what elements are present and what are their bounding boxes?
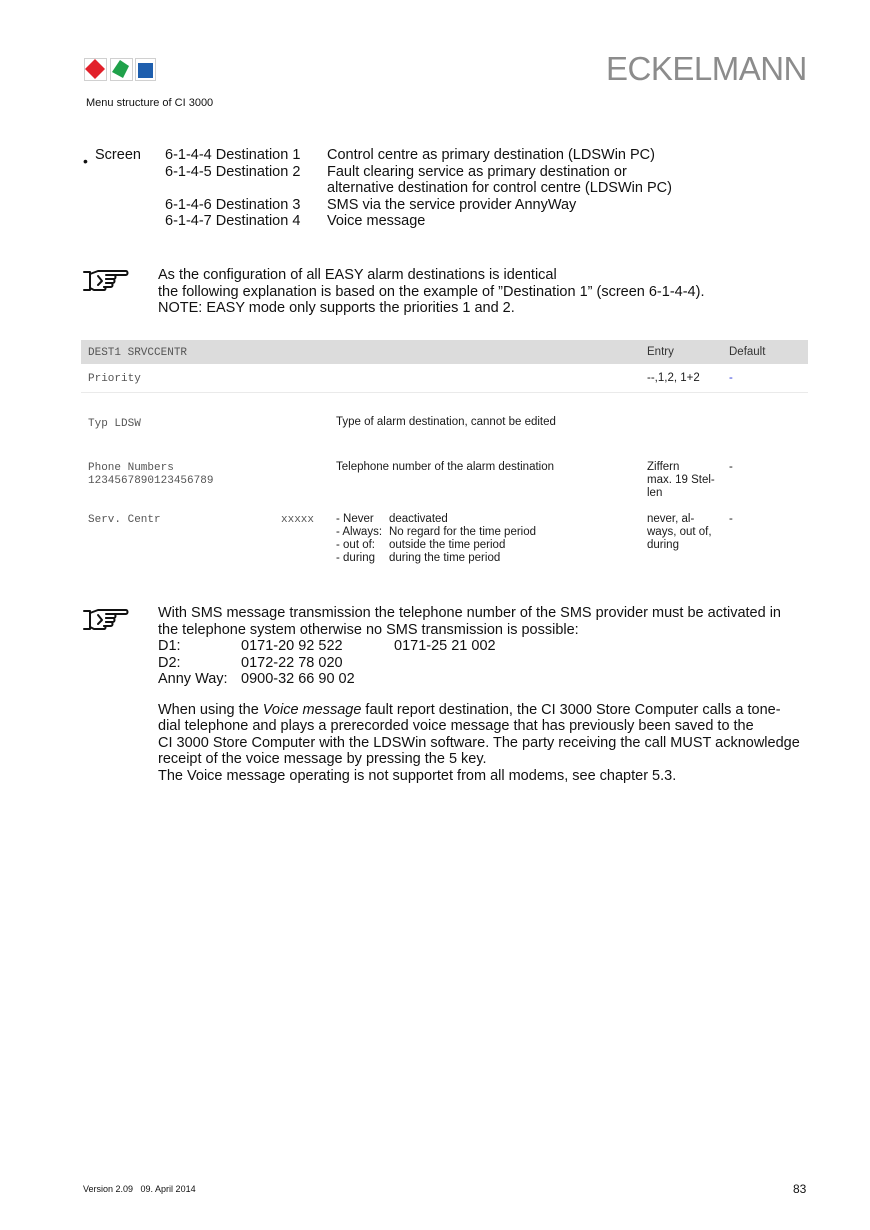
option-key: - Always: <box>336 526 383 538</box>
row-typ-desc: Type of alarm destination, cannot be edited <box>336 416 556 428</box>
row-priority-entry: --,1,2, 1+2 <box>647 372 700 384</box>
provider-key: Anny Way: <box>158 671 228 687</box>
screen-code: 6-1-4-6 Destination 3 <box>165 196 301 213</box>
pointing-hand-icon <box>82 607 130 633</box>
option-key: - during <box>336 552 375 564</box>
note-easy-config <box>158 267 704 317</box>
row-phone-desc: Telephone number of the alarm destination <box>336 461 555 473</box>
entry-line: len <box>647 487 663 499</box>
pointing-hand-icon <box>82 268 130 294</box>
row-typ-name: Typ LDSW <box>88 418 141 430</box>
option-text: outside the time period <box>389 539 506 551</box>
provider-number: 0171-20 92 522 <box>241 638 343 654</box>
row-phone-name: Phone Numbers <box>88 462 174 474</box>
page-subtitle: Menu structure of CI 3000 <box>86 97 214 109</box>
note-line: CI 3000 Store Computer with the LDSWin software. The party receiving the call MUST acknowledge <box>158 734 800 751</box>
number-row <box>158 671 800 688</box>
voice-text: When using the <box>158 701 263 718</box>
logo-mark <box>84 58 156 82</box>
screen-desc: Voice message <box>327 213 426 229</box>
provider-key: D2: <box>158 654 181 671</box>
note-sms-voice <box>158 605 800 784</box>
note-line: receipt of the voice message by pressing the 5 key. <box>158 751 487 767</box>
entry-line: during <box>647 539 679 551</box>
row-phone-default: - <box>729 461 733 473</box>
screen-desc: alternative destination for control centre (LDSWin PC) <box>327 180 672 196</box>
bullet: • <box>83 153 88 169</box>
voice-text: fault report destination, the CI 3000 Store Computer calls a tone- <box>361 701 781 718</box>
row-priority-default: - <box>729 372 733 384</box>
row-servcentr-default: - <box>729 513 733 525</box>
note-line: dial telephone and plays a prerecorded voice message that has previously been saved to the <box>158 718 754 734</box>
note-line: the telephone system otherwise no SMS transmission is possible: <box>158 621 579 638</box>
note-line: the following explanation is based on the example of ”Destination 1” (screen 6-1-4-4). <box>158 283 705 300</box>
row-servcentr-options <box>336 513 536 565</box>
voice-emphasis: Voice message <box>262 701 362 718</box>
provider-number: 0172-22 78 020 <box>241 654 343 671</box>
note-line: With SMS message transmission the telephone number of the SMS provider must be activated in <box>158 605 781 621</box>
provider-number: 0900-32 66 90 02 <box>241 671 355 687</box>
screen-desc: SMS via the service provider AnnyWay <box>327 196 577 213</box>
entry-line: never, al- <box>647 513 695 525</box>
provider-key: D1: <box>158 638 181 654</box>
option-key: - Never <box>336 513 374 525</box>
footer-version: Version 2.09 09. April 2014 <box>83 1184 196 1194</box>
row-servcentr-name: Serv. Centr <box>88 514 161 526</box>
number-row <box>158 638 800 655</box>
row-phone-value: 1234567890123456789 <box>88 475 214 487</box>
row-priority-name: Priority <box>88 373 141 385</box>
note-line: NOTE: EASY mode only supports the priorities 1 and 2. <box>158 300 515 316</box>
page-number: 83 <box>793 1182 807 1196</box>
row-servcentr-value: xxxxx <box>281 514 315 526</box>
screen-code: 6-1-4-7 Destination 4 <box>165 213 301 229</box>
table-header <box>81 340 808 365</box>
option-text: No regard for the time period <box>389 526 537 538</box>
voice-paragraph-line <box>158 702 800 719</box>
entry-line: ways, out of, <box>647 526 712 538</box>
screen-code: 6-1-4-5 Destination 2 <box>165 163 301 180</box>
screen-desc: Fault clearing service as primary destination or <box>327 163 627 180</box>
screen-desc: Control centre as primary destination (LDSWin PC) <box>327 147 655 163</box>
table-header-default: Default <box>729 346 766 358</box>
table-header-code: DEST1 SRVCCENTR <box>88 347 188 359</box>
entry-line: Ziffern <box>647 461 680 473</box>
screen-label: Screen <box>95 147 141 163</box>
screen-descriptions <box>327 147 672 230</box>
row-phone-entry <box>647 461 715 500</box>
provider-number-alt: 0171-25 21 002 <box>394 638 496 654</box>
table-header-entry: Entry <box>647 346 674 358</box>
brand-name: ECKELMANN <box>606 50 807 87</box>
screen-codes <box>165 147 300 230</box>
option-text: during the time period <box>389 552 501 564</box>
note-line: The Voice message operating is not supportet from all modems, see chapter 5.3. <box>158 767 677 784</box>
screen-code: 6-1-4-4 Destination 1 <box>165 147 301 163</box>
row-servcentr-entry <box>647 513 712 552</box>
option-text: deactivated <box>389 513 448 525</box>
entry-line: max. 19 Stel- <box>647 474 715 486</box>
number-row <box>158 655 800 672</box>
option-key: - out of: <box>336 539 375 551</box>
note-line: As the configuration of all EASY alarm destinations is identical <box>158 267 557 283</box>
